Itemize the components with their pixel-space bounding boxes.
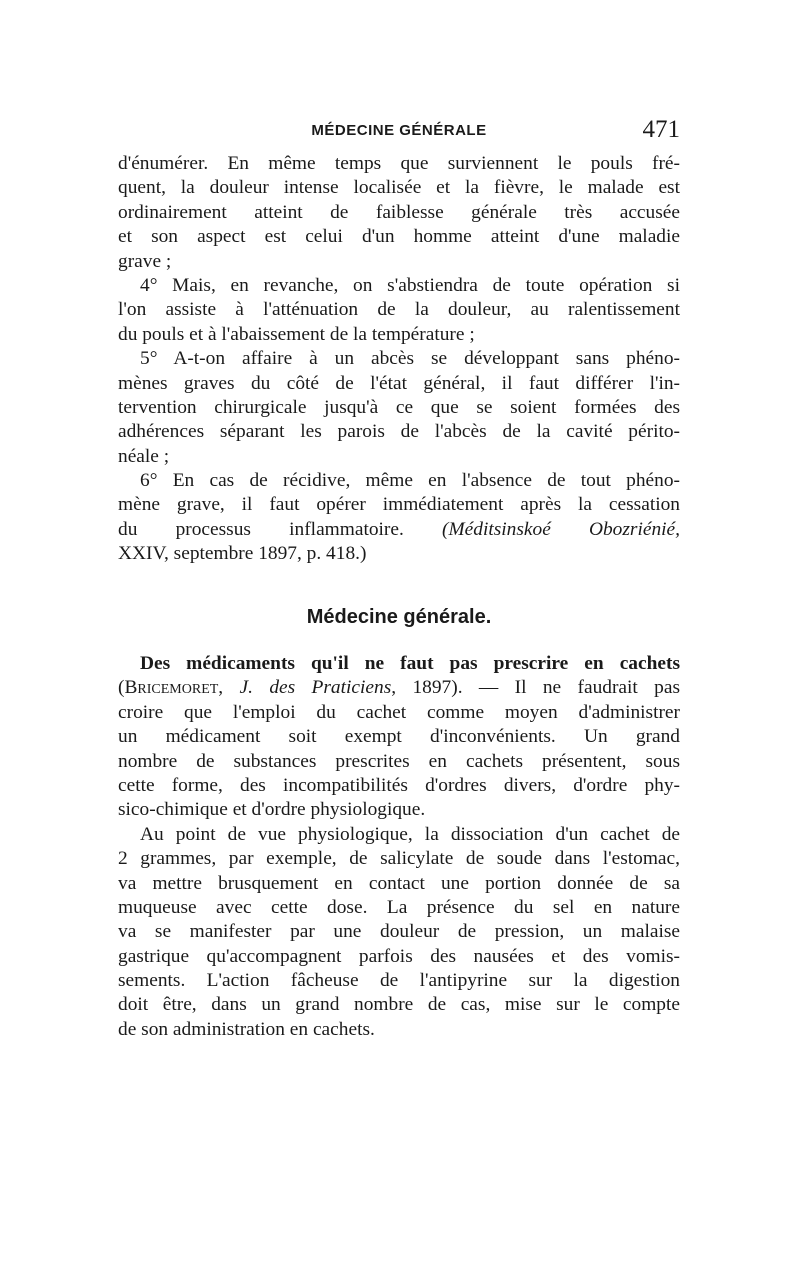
text-line: 4° Mais, en revanche, on s'abstiendra de toute opération si [140,274,680,296]
text-line: et son aspect est celui d'un homme atteint d'une maladie [118,226,680,248]
article-title-line [118,652,680,676]
article [118,652,680,1042]
text-line: 5° A-t-on affaire à un abcès se développant sans phéno- [140,348,680,370]
citation-journal: (Méditsinskoé Obozriénié, [442,518,680,540]
running-head [118,116,680,146]
text-line: mènes graves du côté de l'état général, il faut différer l'in- [118,372,680,394]
text-line: va mettre brusquement en contact une portion donnée de sa [118,872,680,894]
text-segment: du processus inflammatoire. [118,518,404,540]
text-line: doit être, dans un grand nombre de cas, mise sur le compte [118,994,680,1016]
text-line: ordinairement atteint de faiblesse générale très accusée [118,201,680,223]
text-line: muqueuse avec cette dose. La présence du sel en nature [118,896,680,918]
text-line: de son administration en cachets. [118,1018,375,1040]
text-line: du pouls et à l'abaissement de la température ; [118,323,475,345]
page-number: 471 [642,116,680,143]
text-line: (Bricemoret, J. des Praticiens, 1897). — Il ne faudrait pas [118,677,681,699]
article-journal: J. des Praticiens [239,677,392,699]
article-author: Bricemoret [124,677,219,699]
text-line: 2 grammes, par exemple, de salicylate de soude dans l'estomac, [118,848,680,870]
text-line: sico-chimique et d'ordre physiologique. [118,799,426,821]
text-line: néale ; [118,445,170,467]
text-line: gastrique qu'accompagnent parfois des nausées et des vomis- [118,945,680,967]
text-line: Au point de vue physiologique, la dissociation d'un cachet de [140,823,680,845]
text-line: adhérences séparant les parois de l'abcès de la cavité périto- [118,421,680,443]
text-line: cette forme, des incompatibilités d'ordres divers, d'ordre phy- [118,774,680,796]
text-line: nombre de substances prescrites en cachets présentent, sous [118,750,680,772]
running-title: MÉDECINE GÉNÉRALE [311,122,487,139]
text-line: quent, la douleur intense localisée et la fièvre, le malade est [118,177,680,199]
text-line: grave ; [118,250,172,272]
text-segment: , 1897). — Il ne faudrait pas [391,677,681,699]
text-line: d'énumérer. En même temps que surviennent le pouls fré- [118,153,680,174]
text-line: sements. L'action fâcheuse de l'antipyrine sur la digestion [118,970,680,992]
text-line: 6° En cas de récidive, même en l'absence de tout phéno- [140,470,680,492]
text-line: XXIV, septembre 1897, p. 418.) [118,543,367,565]
continued-text [118,152,680,567]
text-line: mène grave, il faut opérer immédiatement après la cessation [118,494,680,516]
text-line: tervention chirurgicale jusqu'à ce que se soient formées des [118,396,680,418]
text-line: va se manifester par une douleur de pression, un malaise [118,921,680,943]
text-line: croire que l'emploi du cachet comme moyen d'administrer [118,701,680,723]
text-line: un médicament soit exempt d'inconvénients. Un grand [118,726,680,748]
text-line: l'on assiste à l'atténuation de la douleur, au ralentissement [118,299,680,321]
section-title: Médecine générale. [306,606,492,628]
text-line [118,518,680,542]
article-title: Des médicaments qu'il ne faut pas prescrire en cachets [140,653,680,674]
